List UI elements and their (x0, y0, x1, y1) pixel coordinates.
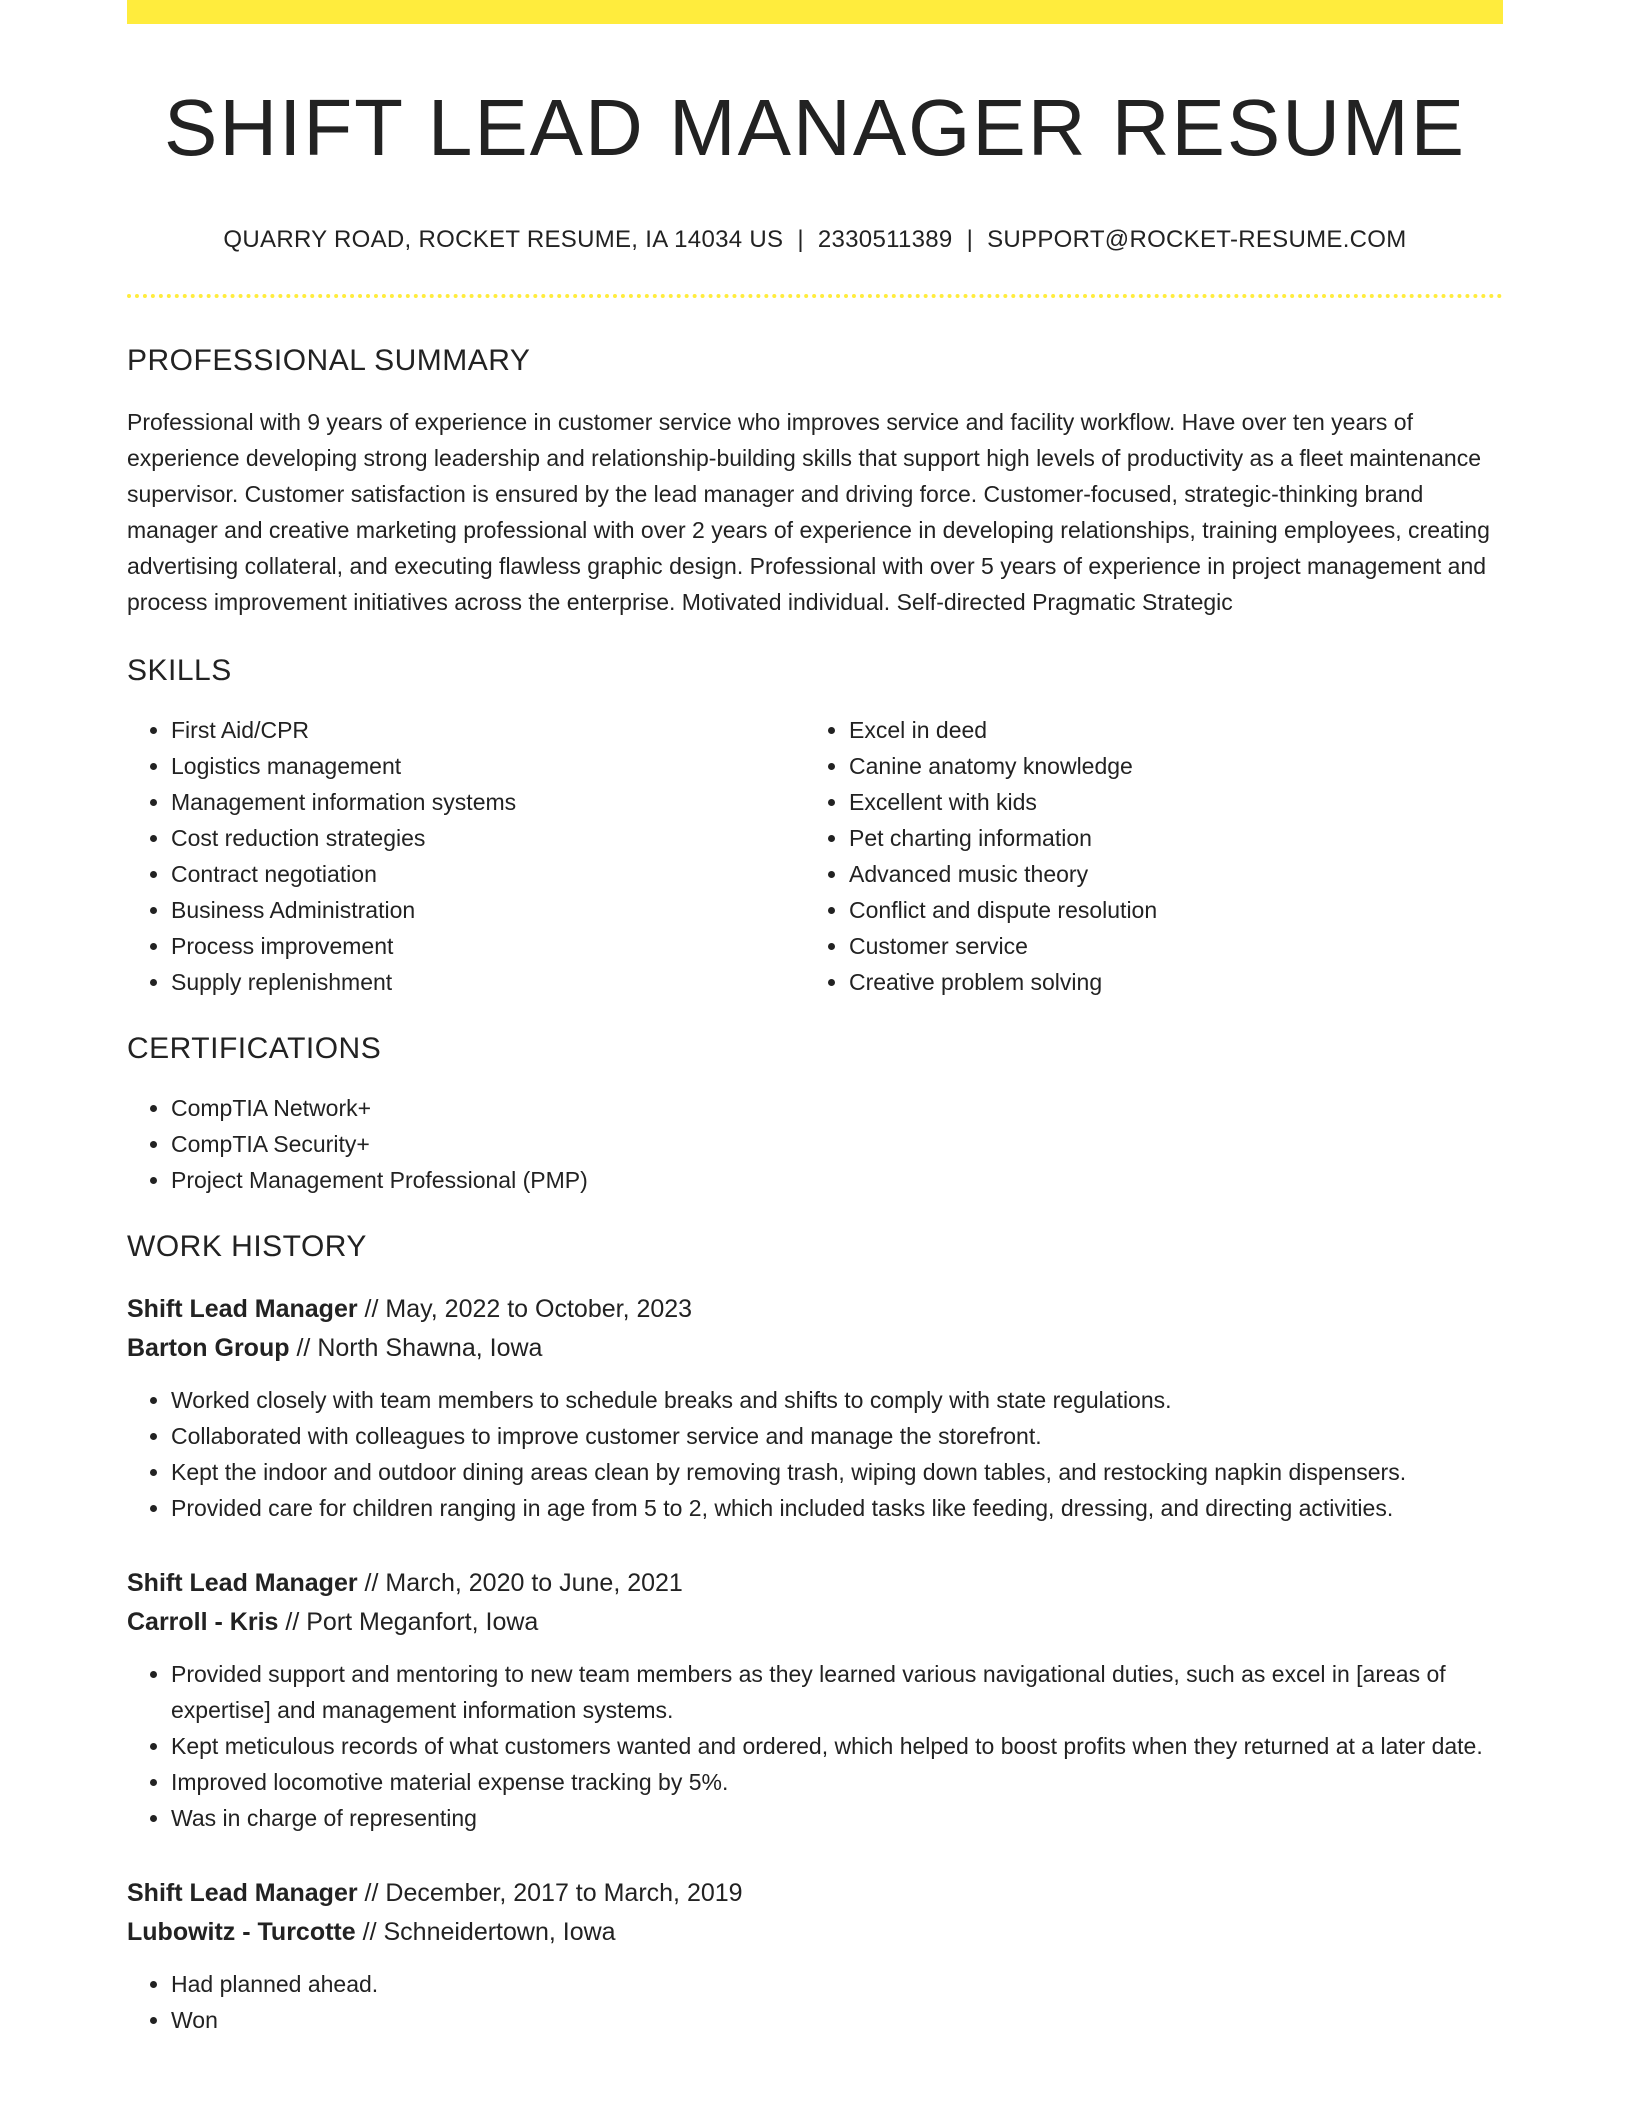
skill-item: • Advanced music theory (849, 856, 1483, 892)
job-bullet: • Collaborated with colleagues to improve customer service and manage the storefront. (171, 1418, 1503, 1454)
job-title: Shift Lead Manager (127, 1879, 358, 1907)
certification-item: • Project Management Professional (PMP) (171, 1162, 1503, 1198)
work-history (127, 1290, 1503, 2038)
contact-separator: | (797, 226, 804, 253)
dotted-divider (127, 294, 1503, 298)
job-bullet: • Kept meticulous records of what customers wanted and ordered, which helped to boost profits when they returned at a later date. (171, 1728, 1503, 1764)
job-bullets (127, 1382, 1503, 1526)
job-bullets (127, 1966, 1503, 2038)
skills-grid (127, 712, 1503, 1000)
email: SUPPORT@ROCKET-RESUME.COM (987, 226, 1407, 253)
work-history-heading: WORK HISTORY (127, 1230, 367, 1263)
skills-heading: SKILLS (127, 654, 232, 687)
job-title-line (127, 1290, 1503, 1329)
delimiter: // (364, 1879, 379, 1907)
delimiter: // (364, 1295, 379, 1323)
contact-separator: | (966, 226, 974, 253)
job-company-line (127, 1329, 1503, 1368)
job-location: Schneidertown, Iowa (383, 1918, 616, 1946)
skill-item: • Customer service (849, 928, 1483, 964)
company-name: Lubowitz - Turcotte (127, 1918, 356, 1946)
company-name: Barton Group (127, 1334, 290, 1362)
company-name: Carroll - Kris (127, 1608, 279, 1636)
phone: 2330511389 (817, 226, 953, 253)
skill-item: • Creative problem solving (849, 964, 1483, 1000)
skill-item: • Management information systems (171, 784, 805, 820)
skill-item: • Business Administration (171, 892, 805, 928)
job-bullet: • Kept the indoor and outdoor dining areas clean by removing trash, wiping down tables, and restocking napkin dispensers. (171, 1454, 1503, 1490)
skill-item: • Process improvement (171, 928, 805, 964)
skill-item: • Excel in deed (849, 712, 1483, 748)
job-title: Shift Lead Manager (127, 1295, 358, 1323)
job-dates: May, 2022 to October, 2023 (385, 1295, 693, 1323)
job-bullet: • Had planned ahead. (171, 1966, 1503, 2002)
job-dates: December, 2017 to March, 2019 (385, 1879, 743, 1907)
contact-line (127, 226, 1503, 254)
job-company-line (127, 1603, 1503, 1642)
certifications-list (127, 1090, 1503, 1198)
job-bullet: • Provided care for children ranging in age from 5 to 2, which included tasks like feeding, dressing, and directing activities. (171, 1490, 1503, 1526)
job-dates: March, 2020 to June, 2021 (385, 1569, 683, 1597)
skills-column-right (805, 712, 1483, 1000)
skill-item: • First Aid/CPR (171, 712, 805, 748)
job-location: Port Meganfort, Iowa (306, 1608, 539, 1636)
top-accent-bar (127, 0, 1503, 24)
skills-list-right (805, 712, 1483, 1000)
skill-item: • Logistics management (171, 748, 805, 784)
skill-item: • Contract negotiation (171, 856, 805, 892)
resume-title: SHIFT LEAD MANAGER RESUME (163, 83, 1467, 172)
skills-column-left (127, 712, 805, 1000)
job-bullet: • Provided support and mentoring to new team members as they learned various navigational duties, such as excel in [areas of expertise] and management information systems. (171, 1656, 1503, 1728)
job-bullet: • Improved locomotive material expense tracking by 5%. (171, 1764, 1503, 1800)
job-bullet: • Won (171, 2002, 1503, 2038)
skill-item: • Cost reduction strategies (171, 820, 805, 856)
summary-heading: PROFESSIONAL SUMMARY (127, 344, 531, 377)
skills-list-left (127, 712, 805, 1000)
skill-item: • Excellent with kids (849, 784, 1483, 820)
certification-item: • CompTIA Security+ (171, 1126, 1503, 1162)
address: QUARRY ROAD, ROCKET RESUME, IA 14034 US (223, 226, 784, 253)
delimiter: // (296, 1334, 311, 1362)
delimiter: // (364, 1569, 379, 1597)
job-title: Shift Lead Manager (127, 1569, 358, 1597)
job-title-line (127, 1874, 1503, 1913)
skill-item: • Pet charting information (849, 820, 1483, 856)
job-location: North Shawna, Iowa (317, 1334, 543, 1362)
skill-item: • Supply replenishment (171, 964, 805, 1000)
summary-text: Professional with 9 years of experience in customer service who improves service and facility workflow. Have over ten years of experience developing strong leadership and relationship-building skills that support high levels of productivity as a fleet maintenance supervisor. Customer satisfaction is ensured by the lead manager and driving force. Customer-focused, strategic-thinking brand manager and creative marketing professional with over 2 years of experience in developing relationships, training employees, creating advertising collateral, and executing flawless graphic design. Professional with over 5 years of experience in project management and process improvement initiatives across the enterprise. Motivated individual. Self-directed Pragmatic Strategic (127, 409, 1490, 615)
job-title-line (127, 1564, 1503, 1603)
delimiter: // (362, 1918, 377, 1946)
delimiter: // (285, 1608, 300, 1636)
certification-item: • CompTIA Network+ (171, 1090, 1503, 1126)
job-entry (127, 1874, 1503, 2038)
job-bullets (127, 1656, 1503, 1836)
job-entry (127, 1564, 1503, 1836)
job-bullet: • Worked closely with team members to schedule breaks and shifts to comply with state regulations. (171, 1382, 1503, 1418)
skill-item: • Canine anatomy knowledge (849, 748, 1483, 784)
certifications-heading: CERTIFICATIONS (127, 1032, 382, 1065)
job-bullet: • Was in charge of representing (171, 1800, 1503, 1836)
job-entry (127, 1290, 1503, 1526)
skill-item: • Conflict and dispute resolution (849, 892, 1483, 928)
job-company-line (127, 1913, 1503, 1952)
resume-page (127, 0, 1503, 2038)
